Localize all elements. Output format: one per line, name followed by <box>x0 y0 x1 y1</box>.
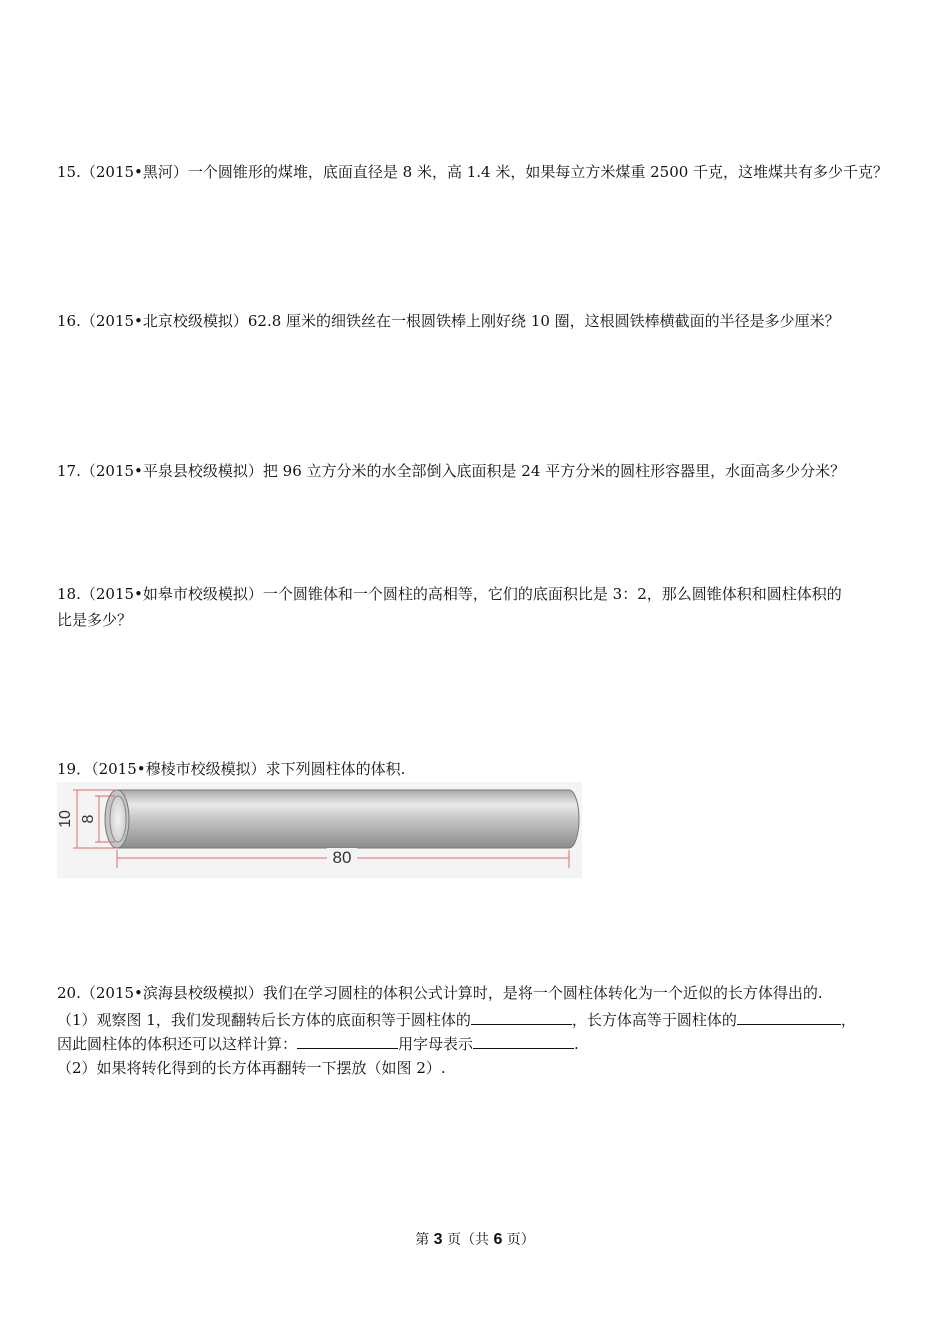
footer-middle: 页（共 <box>442 1232 494 1248</box>
q20-part1-text-f: . <box>574 1035 579 1053</box>
q20-part1-text-d: 因此圆柱体的体积还可以这样计算： <box>57 1035 298 1053</box>
q20-part1-text-e: 用字母表示 <box>398 1035 474 1053</box>
q20-part1-text-b: ，长方体高等于圆柱体的 <box>571 1011 737 1029</box>
footer-prefix: 第 <box>415 1232 434 1248</box>
inner-diameter-label: 8 <box>80 814 98 824</box>
answer-blank-4[interactable] <box>473 1033 574 1049</box>
pipe-body <box>117 790 579 848</box>
answer-blank-3[interactable] <box>297 1033 398 1049</box>
footer-suffix: 页） <box>502 1232 535 1248</box>
answer-blank-1[interactable] <box>471 1009 572 1025</box>
question-19: 19．（2015•穆棱市校级模拟）求下列圆柱体的体积. <box>57 760 406 778</box>
question-16: 16.（2015•北京校级模拟）62.8 厘米的细铁丝在一根圆铁棒上刚好绕 10 圈，这根圆铁棒横截面的半径是多少厘米？ <box>57 312 840 330</box>
footer-page-number: 3 <box>433 1231 443 1248</box>
page-footer <box>0 1230 950 1250</box>
question-17: 17.（2015•平泉县校级模拟）把 96 立方分米的水全部倒入底面积是 24 平方分米的圆柱形容器里，水面高多少分米？ <box>57 462 846 480</box>
question-20-line-1: 20.（2015•滨海县校级模拟）我们在学习圆柱的体积公式计算时，是将一个圆柱体转化为一个近似的长方体得出的. <box>57 984 823 1002</box>
q20-part1-text-c: ， <box>840 1011 856 1029</box>
question-20-line-2 <box>57 1009 856 1030</box>
cylinder-pipe-figure <box>57 782 582 878</box>
length-label: 80 <box>332 848 352 867</box>
pipe-inner-end <box>110 796 126 842</box>
answer-blank-2[interactable] <box>737 1009 841 1025</box>
question-15: 15.（2015•黑河）一个圆锥形的煤堆，底面直径是 8 米，高 1.4 米，如果每立方米煤重 2500 千克，这堆煤共有多少千克？ <box>57 163 889 181</box>
outer-diameter-label: 10 <box>57 810 75 828</box>
footer-total-pages: 6 <box>493 1231 503 1248</box>
question-20-line-4: （2）如果将转化得到的长方体再翻转一下摆放（如图 2）. <box>57 1059 446 1077</box>
question-18-line-1: 18.（2015•如皋市校级模拟）一个圆锥体和一个圆柱的高相等，它们的底面积比是 3：2，那么圆锥体积和圆柱体积的 <box>57 585 842 603</box>
q20-part1-text-a: （1）观察图 1，我们发现翻转后长方体的底面积等于圆柱体的 <box>57 1011 471 1029</box>
question-18-line-2: 比是多少？ <box>57 611 133 629</box>
question-20-line-3 <box>57 1033 579 1054</box>
